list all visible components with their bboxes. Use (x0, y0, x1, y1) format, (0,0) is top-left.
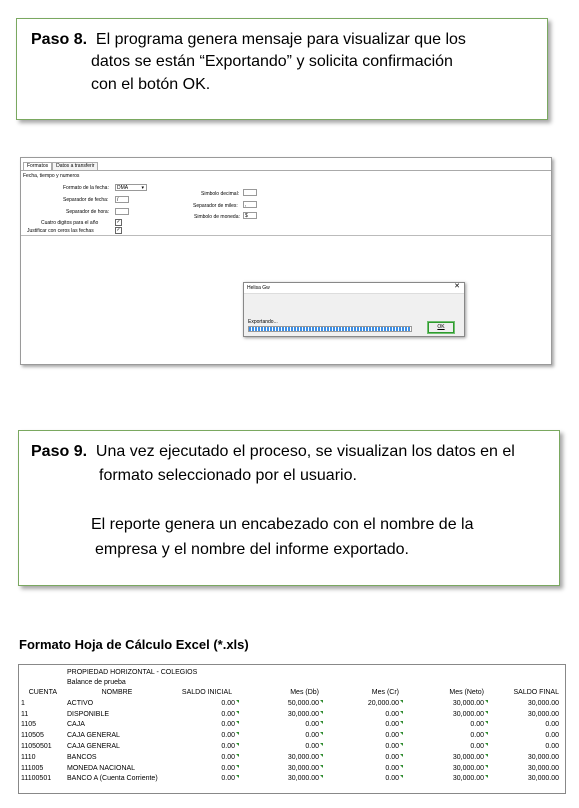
error-indicator-icon (320, 775, 323, 778)
step-9-line-3: El reporte genera un encabezado con el nombre de la (91, 516, 474, 533)
error-indicator-icon (485, 754, 488, 757)
four-digit-year-checkbox[interactable]: ✓ (116, 219, 121, 225)
excel-amount-cell: 30,000.00 (527, 753, 559, 761)
tab-formatos[interactable] (23, 162, 52, 170)
excel-amount-cell: 0.00 (221, 743, 235, 750)
excel-amount-cell: 0.00 (221, 699, 235, 707)
excel-amount-cell: 0.00 (221, 710, 235, 718)
excel-amount-cell: 0.00 (305, 721, 319, 729)
excel-header-cell: SALDO FINAL (513, 689, 559, 696)
excel-amount-cell: 0.00 (470, 743, 484, 750)
excel-header-cell: Mes (Db) (290, 689, 319, 696)
excel-account-cell: 11100501 (21, 775, 52, 783)
error-indicator-icon (320, 765, 323, 768)
error-indicator-icon (236, 711, 239, 714)
step-8-line-2: datos se están “Exportando” y solicita confirmación (91, 53, 453, 70)
error-indicator-icon (320, 754, 323, 757)
error-indicator-icon (400, 711, 403, 714)
date-format-select[interactable] (115, 184, 147, 191)
error-indicator-icon (320, 732, 323, 735)
section-title: Fecha, tiempo y numeros (23, 173, 80, 179)
error-indicator-icon (236, 700, 239, 703)
step-9-label: Paso 9. (31, 443, 88, 460)
excel-account-cell: 111005 (21, 764, 44, 772)
excel-account-cell: 110505 (21, 732, 44, 740)
excel-amount-cell: 30,000.00 (527, 710, 559, 718)
excel-section-title: Formato Hoja de Cálculo Excel (*.xls) (19, 637, 249, 652)
tab-divider (21, 170, 551, 171)
dialog-message: Exportando... (248, 319, 278, 325)
step-9-line-4: empresa y el nombre del informe exportado. (95, 541, 409, 558)
step-8-callout (16, 18, 548, 120)
error-indicator-icon (400, 732, 403, 735)
dialog-title-bar (244, 283, 464, 294)
excel-account-cell: 1110 (21, 753, 36, 761)
date-format-value: DMA (117, 185, 129, 191)
error-indicator-icon (485, 732, 488, 735)
excel-amount-cell: 0.00 (221, 764, 235, 772)
error-indicator-icon (400, 743, 403, 746)
currency-symbol-field[interactable]: $ (243, 212, 257, 219)
excel-name-cell: MONEDA NACIONAL (67, 764, 136, 772)
step-8-label: Paso 8. (31, 31, 88, 48)
time-separator-label: Separador de hora: (66, 209, 110, 215)
decimal-symbol-field[interactable] (243, 189, 257, 196)
step-9-callout (18, 430, 560, 586)
excel-account-cell: 11050501 (21, 743, 52, 750)
export-progress-bar (248, 326, 412, 332)
excel-amount-cell: 0.00 (385, 775, 399, 783)
excel-name-cell: ACTIVO (67, 699, 94, 707)
thousands-separator-field[interactable]: , (243, 201, 257, 208)
excel-amount-cell: 30,000.00 (452, 775, 484, 783)
time-separator-field[interactable] (115, 208, 129, 215)
zero-pad-dates-label: Justificar con ceros las fechas (27, 228, 94, 234)
export-progress-dialog (243, 282, 465, 337)
excel-amount-cell: 0.00 (221, 775, 235, 783)
excel-amount-cell: 30,000.00 (287, 710, 319, 718)
close-icon[interactable]: ✕ (454, 283, 460, 290)
excel-amount-cell: 0.00 (385, 710, 399, 718)
date-separator-field[interactable]: / (115, 196, 129, 203)
export-settings-window (20, 157, 552, 365)
excel-amount-cell: 0.00 (221, 732, 235, 740)
error-indicator-icon (485, 743, 488, 746)
excel-account-cell: 11 (21, 710, 29, 718)
excel-amount-cell: 30,000.00 (287, 753, 319, 761)
tab-datos-a-transferir[interactable] (52, 162, 98, 170)
error-indicator-icon (400, 754, 403, 757)
section-divider (21, 235, 551, 236)
excel-header-cell: Mes (Cr) (371, 689, 399, 696)
excel-company-name: PROPIEDAD HORIZONTAL - COLEGIOS (67, 669, 198, 676)
excel-amount-cell: 0.00 (385, 721, 399, 729)
excel-name-cell: CAJA GENERAL (67, 732, 120, 740)
error-indicator-icon (485, 765, 488, 768)
excel-name-cell: CAJA GENERAL (67, 743, 120, 750)
error-indicator-icon (236, 775, 239, 778)
currency-symbol-label: Simbolo de moneda: (194, 214, 240, 220)
dialog-title: Helisa Gw (247, 285, 270, 291)
error-indicator-icon (400, 721, 403, 724)
excel-amount-cell: 0.00 (305, 743, 319, 750)
excel-amount-cell: 30,000.00 (527, 764, 559, 772)
excel-amount-cell: 0.00 (470, 721, 484, 729)
error-indicator-icon (485, 711, 488, 714)
tab-formatos-label: Formatos (27, 163, 49, 169)
step-8-line-3: con el botón OK. (91, 76, 211, 93)
error-indicator-icon (236, 721, 239, 724)
excel-account-cell: 1105 (21, 721, 37, 729)
error-indicator-icon (485, 721, 488, 724)
error-indicator-icon (485, 775, 488, 778)
date-format-label: Formato de la fecha: (63, 185, 109, 191)
error-indicator-icon (236, 754, 239, 757)
excel-amount-cell: 30,000.00 (287, 764, 319, 772)
excel-amount-cell: 0.00 (470, 732, 484, 740)
excel-header-cell: Mes (Neto) (449, 689, 484, 696)
excel-amount-cell: 0.00 (305, 732, 319, 740)
error-indicator-icon (236, 743, 239, 746)
excel-amount-cell: 0.00 (221, 753, 235, 761)
error-indicator-icon (400, 765, 403, 768)
excel-name-cell: DISPONIBLE (67, 710, 110, 718)
excel-amount-cell: 0.00 (385, 753, 399, 761)
excel-header-cell: SALDO INICIAL (181, 689, 233, 696)
excel-amount-cell: 0.00 (545, 732, 559, 740)
excel-name-cell: CAJA (67, 721, 85, 729)
zero-pad-dates-checkbox[interactable]: ✓ (116, 227, 121, 233)
error-indicator-icon (320, 721, 323, 724)
excel-header-cell: CUENTA (28, 689, 57, 696)
date-separator-label: Separador de fecha: (63, 197, 109, 203)
excel-amount-cell: 0.00 (221, 721, 235, 729)
error-indicator-icon (236, 765, 239, 768)
excel-amount-cell: 0.00 (385, 764, 399, 772)
decimal-symbol-label: Simbolo decimal: (201, 191, 240, 197)
error-indicator-icon (400, 775, 403, 778)
excel-name-cell: BANCOS (67, 753, 97, 761)
excel-sheet (18, 664, 566, 794)
excel-name-cell: BANCO A (Cuenta Corriente) (67, 775, 158, 783)
step-9-line-1: Una vez ejecutado el proceso, se visualizan los datos en el (95, 443, 515, 460)
ok-button[interactable] (428, 322, 454, 333)
step-9-line-2: formato seleccionado por el usuario. (99, 467, 357, 484)
excel-amount-cell: 30,000.00 (527, 699, 559, 707)
error-indicator-icon (485, 700, 488, 703)
chevron-down-icon: ▾ (141, 185, 144, 191)
tab-datos-label: Datos a transferir (56, 163, 95, 169)
error-indicator-icon (400, 700, 403, 703)
excel-amount-cell: 30,000.00 (452, 710, 484, 718)
error-indicator-icon (320, 743, 323, 746)
excel-report-name: Balance de prueba (67, 679, 126, 686)
excel-amount-cell: 30,000.00 (452, 753, 484, 761)
excel-account-cell: 1 (21, 699, 25, 707)
error-indicator-icon (320, 700, 323, 703)
error-indicator-icon (320, 711, 323, 714)
tab-strip (23, 162, 98, 170)
excel-amount-cell: 30,000.00 (452, 699, 484, 707)
step-8-line-1: El programa genera mensaje para visualizar que los (95, 31, 466, 48)
excel-amount-cell: 30,000.00 (452, 764, 484, 772)
excel-amount-cell: 0.00 (385, 743, 399, 750)
excel-amount-cell: 30,000.00 (527, 775, 559, 783)
excel-amount-cell: 50,000.00 (287, 699, 319, 707)
excel-amount-cell: 0.00 (545, 743, 559, 750)
excel-header-cell: NOMBRE (101, 689, 133, 696)
excel-amount-cell: 0.00 (545, 721, 559, 729)
error-indicator-icon (236, 732, 239, 735)
excel-amount-cell: 0.00 (385, 732, 399, 740)
four-digit-year-label: Cuatro digitos para el año (41, 220, 99, 226)
ok-button-label: OK (437, 324, 445, 330)
excel-amount-cell: 20,000.00 (367, 699, 399, 707)
excel-amount-cell: 30,000.00 (287, 775, 319, 783)
thousands-separator-label: Separador de miles: (193, 203, 238, 209)
